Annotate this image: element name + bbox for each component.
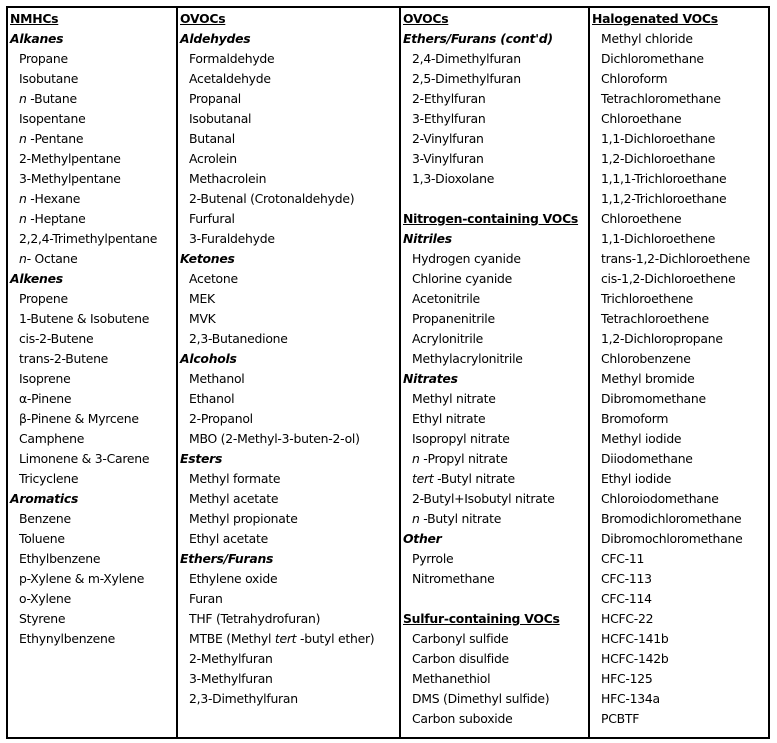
compound-item <box>401 669 588 689</box>
subcategory-heading <box>178 249 399 269</box>
compound-item <box>8 309 176 329</box>
row-text: Methylacrylonitrile <box>412 351 523 366</box>
compound-item <box>401 489 588 509</box>
compound-item <box>8 589 176 609</box>
row-text: -Pentane <box>26 131 84 146</box>
row-text: Chlorobenzene <box>601 351 691 366</box>
compound-item <box>8 109 176 129</box>
row-text: 1,2-Dichloroethane <box>601 151 716 166</box>
compound-item <box>590 369 768 389</box>
row-text: 2-Propanol <box>189 411 253 426</box>
section-header <box>590 9 768 29</box>
row-text: 1,1,1-Trichloroethane <box>601 171 727 186</box>
compound-item <box>178 689 399 709</box>
row-text: 1,2-Dichloropropane <box>601 331 723 346</box>
row-text: -Butane <box>26 91 77 106</box>
section-header <box>401 609 588 629</box>
compound-item <box>590 709 768 729</box>
row-text: Toluene <box>19 531 65 546</box>
compound-item <box>8 549 176 569</box>
row-text: 2-Butyl+Isobutyl nitrate <box>412 491 555 506</box>
compound-item <box>8 389 176 409</box>
row-text: Methyl propionate <box>189 511 298 526</box>
row-text: Isopentane <box>19 111 86 126</box>
compound-item <box>8 289 176 309</box>
compound-item <box>178 409 399 429</box>
row-text: Other <box>403 531 442 546</box>
compound-item <box>590 669 768 689</box>
compound-item <box>178 109 399 129</box>
row-text: Benzene <box>19 511 71 526</box>
row-text: Alcohols <box>180 351 237 366</box>
row-text: -Heptane <box>26 211 86 226</box>
compound-item <box>8 529 176 549</box>
compound-item <box>590 509 768 529</box>
row-text: Bromoform <box>601 411 669 426</box>
compound-item <box>401 689 588 709</box>
row-text: Ethylbenzene <box>19 551 101 566</box>
subcategory-heading <box>401 369 588 389</box>
subcategory-heading <box>178 449 399 469</box>
row-text: Trichloroethene <box>601 291 694 306</box>
subcategory-heading <box>178 29 399 49</box>
compound-item <box>178 229 399 249</box>
row-text: -Butyl nitrate <box>433 471 515 486</box>
row-text: Styrene <box>19 611 66 626</box>
row-text: Nitromethane <box>412 571 495 586</box>
row-text: Ketones <box>180 251 235 266</box>
compound-item <box>8 69 176 89</box>
compound-item <box>8 169 176 189</box>
italic-prefix: tert <box>274 631 297 646</box>
compound-item <box>178 489 399 509</box>
compound-item <box>590 109 768 129</box>
row-text: THF (Tetrahydrofuran) <box>189 611 321 626</box>
compound-item <box>590 289 768 309</box>
compound-item <box>401 289 588 309</box>
compound-item <box>590 489 768 509</box>
compound-item <box>401 89 588 109</box>
subcategory-heading <box>401 529 588 549</box>
compound-item <box>590 389 768 409</box>
row-text: Alkenes <box>10 271 63 286</box>
row-text: -Propyl nitrate <box>419 451 508 466</box>
row-text: Ethynylbenzene <box>19 631 115 646</box>
row-text: MEK <box>189 291 215 306</box>
compound-item <box>178 49 399 69</box>
compound-item <box>590 429 768 449</box>
row-text: PCBTF <box>601 711 640 726</box>
compound-item <box>401 149 588 169</box>
row-text: 1,1-Dichloroethane <box>601 131 716 146</box>
row-text: OVOCs <box>180 11 226 26</box>
row-text: -Butyl nitrate <box>419 511 502 526</box>
compound-item <box>590 169 768 189</box>
compound-item <box>401 549 588 569</box>
row-text: MBO (2-Methyl-3-buten-2-ol) <box>189 431 360 446</box>
row-text: -Hexane <box>26 191 81 206</box>
row-text: Butanal <box>189 131 235 146</box>
row-text: Chloroethene <box>601 211 682 226</box>
compound-item <box>590 569 768 589</box>
compound-item <box>590 409 768 429</box>
compound-item <box>401 389 588 409</box>
compound-item <box>8 409 176 429</box>
italic-prefix: n <box>412 451 420 466</box>
subcategory-heading <box>8 269 176 289</box>
row-text: Alkanes <box>10 31 64 46</box>
row-text: Acrylonitrile <box>412 331 484 346</box>
compound-item <box>590 329 768 349</box>
row-text: trans-2-Butene <box>19 351 109 366</box>
section-header <box>401 9 588 29</box>
row-text: β-Pinene & Myrcene <box>19 411 139 426</box>
compound-item <box>590 189 768 209</box>
row-text: 2-Ethylfuran <box>412 91 486 106</box>
compound-item <box>590 69 768 89</box>
row-text: HFC-134a <box>601 691 660 706</box>
row-text: Tetrachloroethene <box>601 311 709 326</box>
compound-item <box>8 369 176 389</box>
row-text: Nitriles <box>403 231 452 246</box>
row-text: Propanenitrile <box>412 311 495 326</box>
row-text: Methanol <box>189 371 245 386</box>
compound-item <box>590 29 768 49</box>
row-text: -butyl ether) <box>296 631 375 646</box>
row-text: 1,3-Dioxolane <box>412 171 495 186</box>
compound-item <box>590 309 768 329</box>
compound-item <box>590 689 768 709</box>
compound-item <box>590 549 768 569</box>
compound-item <box>178 589 399 609</box>
row-text: Propene <box>19 291 68 306</box>
row-text: 2,3-Dimethylfuran <box>189 691 298 706</box>
row-text: Carbon disulfide <box>412 651 509 666</box>
compound-item <box>401 329 588 349</box>
compound-item <box>8 349 176 369</box>
compound-item <box>590 649 768 669</box>
row-text: Carbonyl sulfide <box>412 631 509 646</box>
row-text: Methyl bromide <box>601 371 695 386</box>
row-text: Dibromomethane <box>601 391 706 406</box>
compound-item <box>8 429 176 449</box>
row-text: OVOCs <box>403 11 449 26</box>
compound-item <box>178 649 399 669</box>
compound-item <box>8 129 176 149</box>
row-text: Isopropyl nitrate <box>412 431 510 446</box>
row-text: 2-Methylfuran <box>189 651 273 666</box>
row-text: Nitrogen-containing VOCs <box>403 211 579 226</box>
compound-item <box>178 629 399 649</box>
compound-item <box>590 249 768 269</box>
row-text: Sulfur-containing VOCs <box>403 611 560 626</box>
row-text: CFC-113 <box>601 571 652 586</box>
row-text: 2,5-Dimethylfuran <box>412 71 521 86</box>
row-text: Acetaldehyde <box>189 71 271 86</box>
row-text: HCFC-141b <box>601 631 669 646</box>
row-text: Methyl formate <box>189 471 281 486</box>
compound-item <box>178 569 399 589</box>
section-header <box>401 209 588 229</box>
row-text: 2,3-Butanedione <box>189 331 288 346</box>
row-text: Chloroform <box>601 71 668 86</box>
row-text: Tetrachloromethane <box>601 91 721 106</box>
compound-item <box>401 409 588 429</box>
compound-item <box>8 449 176 469</box>
compound-item <box>178 89 399 109</box>
row-text: 1,1,2-Trichloroethane <box>601 191 727 206</box>
row-text: Bromodichloromethane <box>601 511 742 526</box>
row-text: Hydrogen cyanide <box>412 251 521 266</box>
blank-row <box>401 189 588 209</box>
italic-prefix: n- <box>19 251 31 266</box>
subcategory-heading <box>401 29 588 49</box>
row-text: Chloroethane <box>601 111 682 126</box>
compound-item <box>178 189 399 209</box>
compound-item <box>590 209 768 229</box>
row-text: Ethanol <box>189 391 235 406</box>
row-text: Isobutane <box>19 71 79 86</box>
compound-item <box>401 429 588 449</box>
compound-item <box>401 129 588 149</box>
compound-item <box>8 149 176 169</box>
row-text: Methyl chloride <box>601 31 693 46</box>
compound-item <box>8 329 176 349</box>
row-text: CFC-11 <box>601 551 645 566</box>
compound-item <box>8 509 176 529</box>
compound-item <box>178 289 399 309</box>
row-text: trans-1,2-Dichloroethene <box>601 251 751 266</box>
subcategory-heading <box>401 229 588 249</box>
compound-item <box>401 709 588 729</box>
row-text: HFC-125 <box>601 671 653 686</box>
row-text: p-Xylene & m-Xylene <box>19 571 145 586</box>
row-text: HCFC-22 <box>601 611 654 626</box>
row-text: 3-Vinylfuran <box>412 151 484 166</box>
row-text: 3-Methylpentane <box>19 171 121 186</box>
row-text: Propane <box>19 51 68 66</box>
italic-prefix: tert <box>412 471 434 486</box>
row-text: Furan <box>189 591 223 606</box>
row-text: Halogenated VOCs <box>592 11 718 26</box>
row-text: Acetone <box>189 271 238 286</box>
row-text: α-Pinene <box>19 391 72 406</box>
row-text: Isobutanal <box>189 111 252 126</box>
compound-item <box>401 509 588 529</box>
row-text: Nitrates <box>403 371 458 386</box>
compound-item <box>590 629 768 649</box>
section-header <box>8 9 176 29</box>
row-text: 1-Butene & Isobutene <box>19 311 150 326</box>
compound-item <box>8 249 176 269</box>
row-text: Carbon suboxide <box>412 711 513 726</box>
compound-item <box>178 329 399 349</box>
row-text: Dibromochloromethane <box>601 531 743 546</box>
subcategory-heading <box>178 549 399 569</box>
row-text: 2,2,4-Trimethylpentane <box>19 231 158 246</box>
compound-item <box>401 449 588 469</box>
compound-item <box>178 169 399 189</box>
compound-item <box>8 189 176 209</box>
compound-item <box>590 449 768 469</box>
row-text: Dichloromethane <box>601 51 704 66</box>
row-text: Aromatics <box>10 491 79 506</box>
row-text: cis-2-Butene <box>19 331 94 346</box>
row-text: Tricyclene <box>19 471 79 486</box>
row-text: Methyl acetate <box>189 491 279 506</box>
compound-item <box>401 349 588 369</box>
compound-item <box>8 469 176 489</box>
row-text: Ethyl iodide <box>601 471 672 486</box>
row-text: 2-Methylpentane <box>19 151 121 166</box>
compound-item <box>178 389 399 409</box>
compound-item <box>401 109 588 129</box>
row-text: Chloroiodomethane <box>601 491 719 506</box>
compound-item <box>178 469 399 489</box>
compound-item <box>401 569 588 589</box>
compound-item <box>178 149 399 169</box>
row-text: Isoprene <box>19 371 71 386</box>
compound-item <box>590 229 768 249</box>
row-text: Acetonitrile <box>412 291 480 306</box>
row-text: Ethyl nitrate <box>412 411 486 426</box>
row-text: Ethylene oxide <box>189 571 278 586</box>
compound-item <box>178 269 399 289</box>
section-header <box>178 9 399 29</box>
compound-item <box>590 89 768 109</box>
blank-row <box>401 589 588 609</box>
compound-item <box>590 589 768 609</box>
row-text: Methanethiol <box>412 671 491 686</box>
italic-prefix: n <box>19 91 27 106</box>
compound-item <box>8 229 176 249</box>
compound-item <box>8 89 176 109</box>
row-text: Methacrolein <box>189 171 267 186</box>
row-text: 2-Vinylfuran <box>412 131 484 146</box>
column-halogenated-vocs <box>588 8 768 737</box>
italic-prefix: n <box>19 131 27 146</box>
compound-item <box>401 309 588 329</box>
row-text: 3-Furaldehyde <box>189 231 275 246</box>
compound-item <box>401 49 588 69</box>
compound-item <box>8 569 176 589</box>
italic-prefix: n <box>19 191 27 206</box>
compound-item <box>178 129 399 149</box>
row-text: Acrolein <box>189 151 237 166</box>
row-text: Furfural <box>189 211 235 226</box>
compound-item <box>590 129 768 149</box>
compound-item <box>178 69 399 89</box>
compound-item <box>178 609 399 629</box>
row-text: Methyl iodide <box>601 431 682 446</box>
column-ovocs-nitrogen-sulfur <box>399 8 588 737</box>
row-text: 2-Butenal (Crotonaldehyde) <box>189 191 355 206</box>
row-text: Aldehydes <box>180 31 251 46</box>
compound-item <box>590 149 768 169</box>
compound-item <box>178 209 399 229</box>
row-text: Pyrrole <box>412 551 454 566</box>
compound-item <box>178 509 399 529</box>
compound-item <box>8 609 176 629</box>
row-text: 1,1-Dichloroethene <box>601 231 716 246</box>
row-text: 3-Ethylfuran <box>412 111 486 126</box>
row-text: Octane <box>30 251 78 266</box>
compound-item <box>401 469 588 489</box>
voc-species-table <box>6 6 770 739</box>
compound-item <box>401 69 588 89</box>
row-text: Propanal <box>189 91 242 106</box>
compound-item <box>401 169 588 189</box>
compound-item <box>401 649 588 669</box>
subcategory-heading <box>8 29 176 49</box>
compound-item <box>590 269 768 289</box>
row-text: NMHCs <box>10 11 59 26</box>
compound-item <box>8 49 176 69</box>
compound-item <box>178 669 399 689</box>
compound-item <box>590 349 768 369</box>
compound-item <box>401 629 588 649</box>
row-text: Chlorine cyanide <box>412 271 513 286</box>
subcategory-heading <box>8 489 176 509</box>
compound-item <box>401 249 588 269</box>
column-nmhcs <box>8 8 176 737</box>
row-text: Camphene <box>19 431 85 446</box>
italic-prefix: n <box>19 211 27 226</box>
compound-item <box>8 629 176 649</box>
row-text: CFC-114 <box>601 591 652 606</box>
row-text: MVK <box>189 311 216 326</box>
compound-item <box>590 469 768 489</box>
compound-item <box>178 529 399 549</box>
compound-item <box>401 269 588 289</box>
compound-item <box>8 209 176 229</box>
row-text: Diiodomethane <box>601 451 693 466</box>
row-text: Esters <box>180 451 223 466</box>
row-text: DMS (Dimethyl sulfide) <box>412 691 550 706</box>
compound-item <box>590 49 768 69</box>
row-text: Formaldehyde <box>189 51 275 66</box>
row-text: o-Xylene <box>19 591 72 606</box>
compound-item <box>590 609 768 629</box>
row-text: cis-1,2-Dichloroethene <box>601 271 736 286</box>
row-text: Methyl nitrate <box>412 391 496 406</box>
compound-item <box>590 529 768 549</box>
compound-item <box>178 429 399 449</box>
italic-prefix: n <box>412 511 420 526</box>
compound-item <box>178 369 399 389</box>
row-text: Limonene & 3-Carene <box>19 451 150 466</box>
column-ovocs <box>176 8 399 737</box>
row-text: Ethyl acetate <box>189 531 268 546</box>
row-text: HCFC-142b <box>601 651 669 666</box>
compound-name-prefix: MTBE (Methyl <box>189 631 275 646</box>
row-text: 2,4-Dimethylfuran <box>412 51 521 66</box>
row-text: Ethers/Furans (cont'd) <box>403 31 553 46</box>
subcategory-heading <box>178 349 399 369</box>
row-text: Ethers/Furans <box>180 551 274 566</box>
row-text: 3-Methylfuran <box>189 671 273 686</box>
compound-item <box>178 309 399 329</box>
